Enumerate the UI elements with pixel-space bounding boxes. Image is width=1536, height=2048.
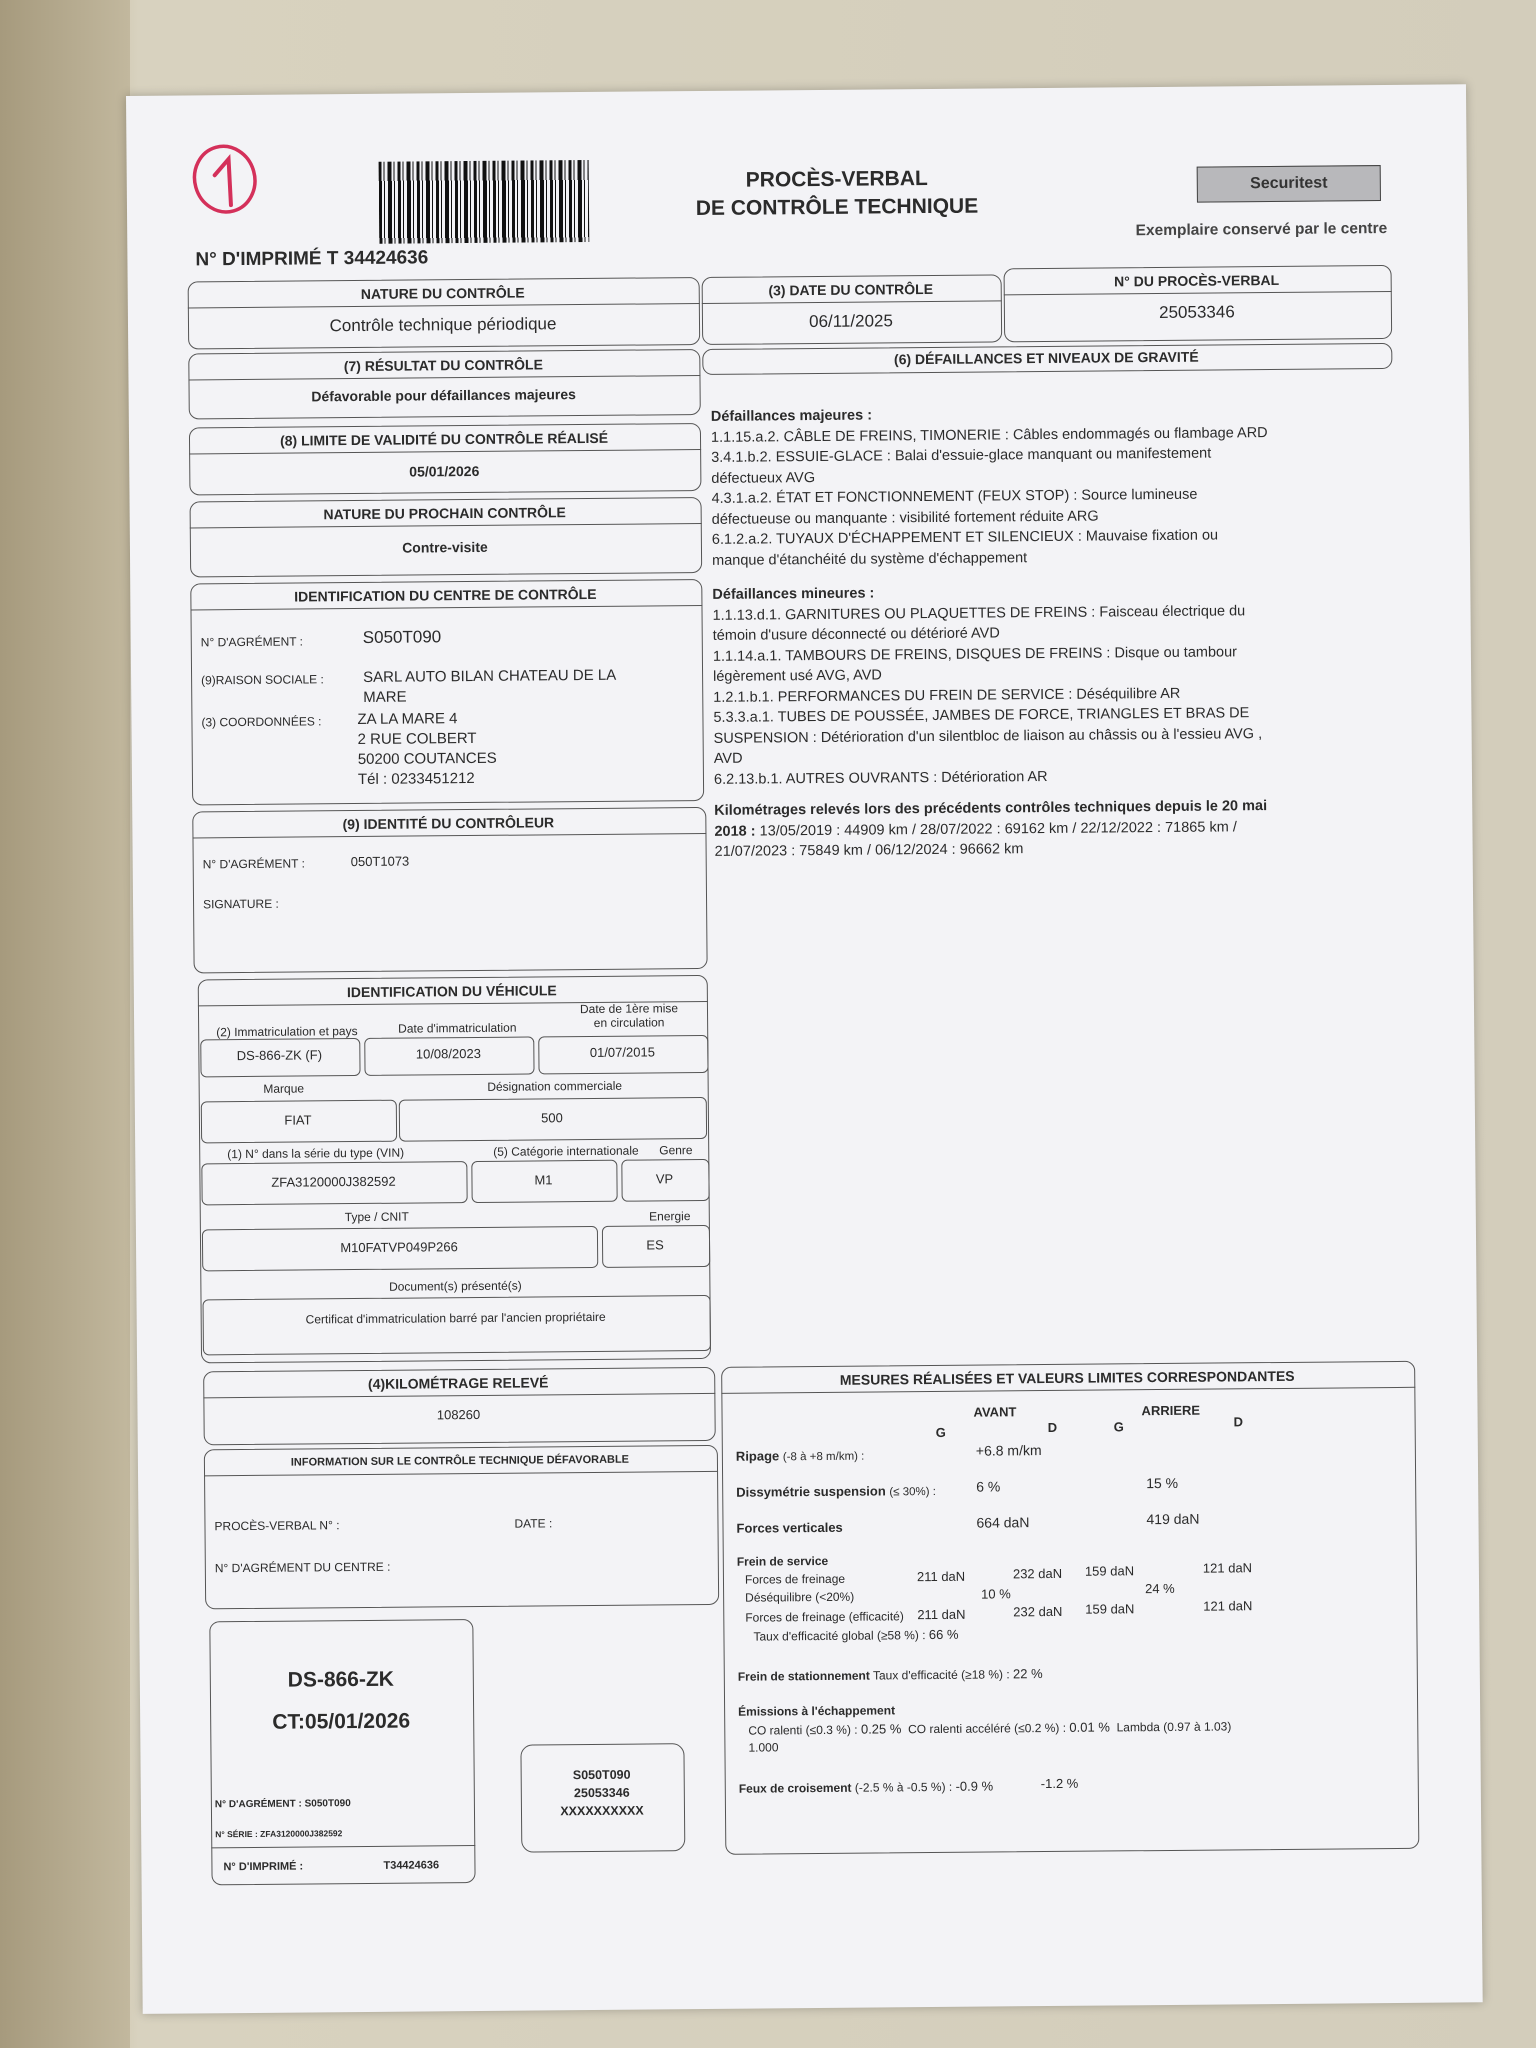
info-pv-label: PROCÈS-VERBAL N° : (214, 1518, 340, 1534)
mineure-line: témoin d'usure déconnecté ou détérioré AVD (712, 625, 1000, 644)
mineure-line: 5.3.3.a.1. TUBES DE POUSSÉE, JAMBES DE FORCE, TRIANGLES ET BRAS DE (713, 705, 1250, 726)
emissions-title: Émissions à l'échappement (738, 1703, 896, 1719)
pv-value: 25053346 (1159, 302, 1235, 322)
mesures-label: MESURES RÉALISÉES ET VALEURS LIMITES CORRESPONDANTES (839, 1367, 1295, 1388)
centre-coord (357, 709, 497, 790)
feux-droite: -1.2 % (1040, 1775, 1079, 1792)
coord-line: 50200 COUTANCES (357, 749, 497, 769)
ff-label: Forces de freinage (744, 1571, 846, 1587)
wall-background (0, 0, 130, 2048)
handwritten-mark-icon (186, 139, 267, 220)
limite-label: (8) LIMITE DE VALIDITÉ DU CONTRÔLE RÉALISÉ (279, 429, 609, 449)
info-agr-label: N° D'AGRÉMENT DU CENTRE : (214, 1559, 391, 1576)
vignette-serie: N° SÉRIE : ZFA3120000J382592 (215, 1828, 343, 1840)
vin-label: (1) N° dans la série du type (VIN) (227, 1145, 405, 1162)
copy-note: Exemplaire conservé par le centre (1135, 219, 1388, 240)
prochain-label: NATURE DU PROCHAIN CONTRÔLE (323, 504, 566, 523)
doc-title-line2: DE CONTRÔLE TECHNIQUE (695, 194, 979, 221)
centre-agrement-label: N° D'AGRÉMENT : (200, 634, 304, 650)
controleur-agrement-label: N° D'AGRÉMENT : (202, 856, 305, 872)
stamp-mask: XXXXXXXXXX (560, 1803, 644, 1819)
dissym-row (736, 1483, 936, 1500)
centre-coord-label: (3) COORDONNÉES : (201, 714, 322, 730)
defaillances-label: (6) DÉFAILLANCES ET NIVEAUX DE GRAVITÉ (893, 348, 1199, 368)
ff-av-g: 211 daN (916, 1568, 966, 1585)
centre-raison-label: (9)RAISON SOCIALE : (201, 672, 324, 688)
date-circ-label-line: en circulation (593, 1015, 665, 1030)
categorie-label: (5) Catégorie internationale (493, 1143, 639, 1159)
feux-label: Feux de croisement (738, 1780, 852, 1796)
barcode (379, 160, 590, 244)
document-page (126, 84, 1483, 2014)
feux-row (739, 1778, 993, 1795)
arriere-header: ARRIERE (1141, 1402, 1201, 1419)
majeures-title: Défaillances majeures : (710, 407, 873, 425)
nature-value: Contrôle technique périodique (329, 314, 557, 336)
deseq-avant: 10 % (981, 1586, 1011, 1602)
defaillances-majeures (711, 402, 1312, 571)
print-number: N° D'IMPRIMÉ T 34424636 (195, 247, 429, 271)
date-circ-value: 01/07/2015 (589, 1044, 655, 1060)
coa-label: CO ralenti accéléré (≤0.2 %) : (908, 1720, 1067, 1737)
doc-title-line1: PROCÈS-VERBAL (745, 167, 928, 192)
centre-raison (363, 666, 616, 708)
ripage-row (736, 1448, 865, 1464)
genre-value: VP (655, 1171, 674, 1187)
mineure-line: SUSPENSION : Détérioration d'un silentbloc de liaison au châssis ou à l'essieu AVG , (713, 725, 1263, 747)
date-immat-label: Date d'immatriculation (398, 1020, 517, 1036)
controleur-label: (9) IDENTITÉ DU CONTRÔLEUR (342, 814, 555, 833)
stationnement-row (738, 1666, 1043, 1684)
defaillances-mineures (712, 580, 1314, 790)
ff-ar-d: 121 daN (1202, 1560, 1253, 1576)
brand-badge: Securitest (1197, 165, 1381, 203)
ripage-limit: (-8 à +8 m/km) : (782, 1450, 865, 1464)
mineure-line: 1.2.1.b.1. PERFORMANCES DU FREIN DE SERVICE : Déséquilibre AR (713, 685, 1181, 706)
limite-value: 05/01/2026 (409, 462, 480, 480)
taux-label: Taux d'efficacité global (≥58 %) : (753, 1628, 926, 1644)
docs-value: Certificat d'immatriculation barré par l'ancien propriétaire (305, 1309, 606, 1327)
feux-gauche: -0.9 % (955, 1778, 994, 1794)
avant-header: AVANT (973, 1404, 1017, 1420)
type-label: Type / CNIT (344, 1209, 409, 1225)
signature-label: SIGNATURE : (202, 896, 279, 912)
vignette-imprime-label: N° D'IMPRIMÉ : (223, 1860, 304, 1874)
designation-value: 500 (541, 1110, 563, 1126)
immat-label: (2) Immatriculation et pays (216, 1024, 358, 1040)
ripage-value: +6.8 m/km (975, 1442, 1042, 1459)
km-history-year: 2018 : (714, 823, 756, 840)
controleur-agrement: 050T1073 (350, 853, 410, 870)
prochain-value: Contre-visite (402, 538, 488, 556)
km-history-line: 13/05/2019 : 44909 km / 28/07/2022 : 69162 km / 22/12/2022 : 71865 km / (759, 818, 1237, 839)
raison-line: MARE (363, 688, 407, 706)
date-circ-label-line: Date de 1ère mise (579, 1001, 679, 1017)
dissym-arriere: 15 % (1146, 1474, 1179, 1492)
avant-d-header: D (1047, 1419, 1058, 1436)
ffe-av-d: 232 daN (1013, 1603, 1063, 1620)
genre-label: Genre (659, 1143, 693, 1158)
vignette-plate: DS-866-ZK (287, 1667, 395, 1692)
forces-avant: 664 daN (976, 1514, 1030, 1531)
mineures-title: Défaillances mineures : (712, 585, 875, 603)
co-label: CO ralenti (≤0.3 %) : (748, 1722, 858, 1738)
nature-label: NATURE DU CONTRÔLE (360, 284, 525, 302)
stationnement-limit: Taux d'efficacité (≥18 %) : (872, 1667, 1010, 1683)
deseq-arriere: 24 % (1144, 1580, 1175, 1597)
mineure-line: 6.2.13.b.1. AUTRES OUVRANTS : Détérioration AR (713, 768, 1048, 788)
date-value: 06/11/2025 (808, 311, 893, 332)
centre-agrement: S050T090 (362, 627, 442, 647)
coa-value: 0.01 % (1069, 1719, 1110, 1735)
lambda-label: Lambda (0.97 à 1.03) (1116, 1719, 1232, 1735)
resultat-value: Défavorable pour défaillances majeures (311, 386, 576, 405)
date-circ-label (564, 1001, 694, 1030)
taux-row (753, 1627, 958, 1644)
kilometrages-precedents (714, 796, 1315, 863)
arriere-d-header: D (1233, 1414, 1244, 1430)
pv-label: N° DU PROCÈS-VERBAL (1114, 271, 1280, 290)
majeure-line: défectueux AVG (711, 469, 816, 487)
docs-label: Document(s) présenté(s) (388, 1278, 522, 1294)
km-history-line: 21/07/2023 : 75849 km / 06/12/2024 : 96662 km (714, 841, 1024, 860)
energie-label: Energie (649, 1209, 691, 1224)
marque-label: Marque (263, 1081, 305, 1096)
info-date-label: DATE : (514, 1516, 553, 1531)
taux-value: 66 % (928, 1626, 959, 1643)
centre-label: IDENTIFICATION DU CENTRE DE CONTRÔLE (294, 585, 597, 605)
mineure-line: légèrement usé AVG, AVD (713, 667, 882, 685)
majeure-line: manque d'étanchéité du système d'échappement (712, 549, 1028, 569)
km-value: 108260 (436, 1406, 481, 1423)
arriere-g-header: G (1113, 1419, 1124, 1435)
ff-av-d: 232 daN (1012, 1565, 1063, 1582)
majeure-line: 4.3.1.a.2. ÉTAT ET FONCTIONNEMENT (FEUX STOP) : Source lumineuse (711, 486, 1198, 507)
stamp-pv: 25053346 (573, 1785, 630, 1801)
energie-value: ES (646, 1237, 664, 1253)
forces-label: Forces verticales (736, 1519, 843, 1536)
lambda-value: 1.000 (748, 1740, 779, 1755)
vignette-imprime: T34424636 (383, 1859, 440, 1872)
stamp-agrement: S050T090 (572, 1767, 631, 1783)
majeure-line: défectueuse ou manquante : visibilité fortement réduite ARG (711, 508, 1099, 528)
frein-service-title: Frein de service (736, 1553, 829, 1569)
dissym-avant: 6 % (976, 1478, 1001, 1495)
mineure-line: AVD (713, 750, 743, 767)
designation-label: Désignation commerciale (487, 1078, 623, 1094)
feux-limit: (-2.5 % à -0.5 %) : (854, 1779, 953, 1795)
date-immat-value: 10/08/2023 (415, 1045, 481, 1062)
resultat-label: (7) RÉSULTAT DU CONTRÔLE (343, 356, 543, 375)
vin-value: ZFA3120000J382592 (271, 1173, 396, 1190)
avant-g-header: G (935, 1424, 946, 1440)
majeure-line: 6.1.2.a.2. TUYAUX D'ÉCHAPPEMENT ET SILENCIEUX : Mauvaise fixation ou (711, 527, 1219, 548)
vignette-agrement: N° D'AGRÉMENT : S050T090 (214, 1798, 351, 1811)
coord-line: Tél : 0233451212 (357, 769, 475, 789)
km-label: (4)KILOMÉTRAGE RELEVÉ (367, 1374, 549, 1392)
type-value: M10FATVP049P266 (340, 1239, 458, 1256)
raison-line: SARL AUTO BILAN CHATEAU DE LA (363, 666, 617, 686)
vehicule-label: IDENTIFICATION DU VÉHICULE (346, 982, 557, 1001)
marque-value: FIAT (284, 1112, 312, 1128)
coord-line: ZA LA MARE 4 (357, 710, 458, 729)
ff-ar-g: 159 daN (1084, 1563, 1135, 1579)
majeure-line: 3.4.1.b.2. ESSUIE-GLACE : Balai d'essuie-glace manquant ou manifestement (711, 445, 1212, 466)
mineure-line: 1.1.14.a.1. TAMBOURS DE FREINS, DISQUES DE FREINS : Disque ou tambour (712, 643, 1238, 665)
ffe-ar-g: 159 daN (1085, 1601, 1135, 1617)
deseq-label: Déséquilibre (<20%) (745, 1589, 855, 1605)
dissym-limit: (≤ 30%) : (889, 1485, 937, 1499)
coord-line: 2 RUE COLBERT (357, 729, 477, 749)
co-value: 0.25 % (860, 1721, 902, 1737)
immat-value: DS-866-ZK (F) (236, 1047, 323, 1064)
ffe-label: Forces de freinage (efficacité) (745, 1609, 904, 1625)
dissym-label: Dissymétrie suspension (736, 1483, 886, 1500)
ripage-label: Ripage (735, 1448, 780, 1464)
info-label: INFORMATION SUR LE CONTRÔLE TECHNIQUE DÉFAVORABLE (290, 1453, 630, 1469)
mineure-line: 1.1.13.d.1. GARNITURES OU PLAQUETTES DE FREINS : Faisceau électrique du (712, 602, 1246, 624)
forces-arriere: 419 daN (1146, 1510, 1200, 1528)
ffe-av-g: 211 daN (917, 1606, 966, 1623)
km-history-title: Kilométrages relevés lors des précédents contrôles techniques depuis le 20 mai (714, 798, 1268, 819)
stationnement-value: 22 % (1012, 1666, 1043, 1682)
vignette-ct: CT:05/01/2026 (272, 1709, 411, 1734)
stationnement-label: Frein de stationnement (737, 1668, 870, 1684)
majeure-line: 1.1.15.a.2. CÂBLE DE FREINS, TIMONERIE : Câbles endommagés ou flambage ARD (710, 424, 1268, 446)
date-label: (3) DATE DU CONTRÔLE (768, 280, 934, 299)
categorie-value: M1 (534, 1172, 553, 1188)
ffe-ar-d: 121 daN (1203, 1598, 1253, 1614)
